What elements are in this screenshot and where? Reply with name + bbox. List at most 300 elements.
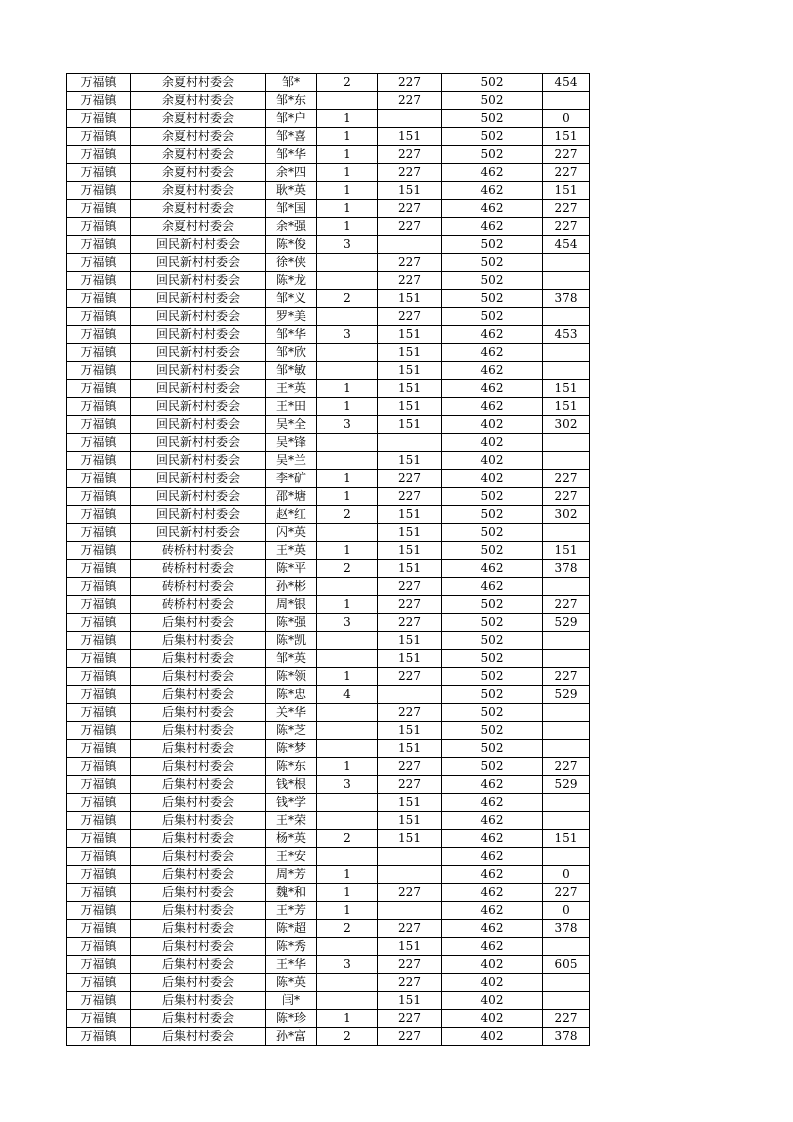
table-row xyxy=(67,632,590,650)
value-b-cell: 502 xyxy=(442,272,543,290)
total-cell: 227 xyxy=(543,596,590,614)
value-a-cell: 227 xyxy=(378,200,442,218)
village-cell: 回民新村村委会 xyxy=(131,524,266,542)
value-b-cell: 502 xyxy=(442,650,543,668)
count-cell xyxy=(317,434,378,452)
value-a-cell: 151 xyxy=(378,182,442,200)
value-a-cell: 151 xyxy=(378,452,442,470)
count-cell: 2 xyxy=(317,830,378,848)
name-cell: 余*强 xyxy=(266,218,317,236)
total-cell xyxy=(543,794,590,812)
town-cell: 万福镇 xyxy=(67,272,131,290)
town-cell: 万福镇 xyxy=(67,506,131,524)
town-cell: 万福镇 xyxy=(67,614,131,632)
value-b-cell: 502 xyxy=(442,686,543,704)
value-b-cell: 502 xyxy=(442,74,543,92)
village-cell: 回民新村村委会 xyxy=(131,398,266,416)
town-cell: 万福镇 xyxy=(67,920,131,938)
table-row xyxy=(67,398,590,416)
data-table xyxy=(66,73,590,1046)
name-cell: 邹*喜 xyxy=(266,128,317,146)
value-b-cell: 462 xyxy=(442,578,543,596)
value-b-cell: 502 xyxy=(442,92,543,110)
value-a-cell xyxy=(378,866,442,884)
value-b-cell: 502 xyxy=(442,722,543,740)
village-cell: 后集村村委会 xyxy=(131,992,266,1010)
value-b-cell: 502 xyxy=(442,668,543,686)
village-cell: 回民新村村委会 xyxy=(131,272,266,290)
count-cell: 3 xyxy=(317,776,378,794)
name-cell: 赵*红 xyxy=(266,506,317,524)
total-cell: 529 xyxy=(543,614,590,632)
name-cell: 邹*户 xyxy=(266,110,317,128)
total-cell xyxy=(543,974,590,992)
value-a-cell: 151 xyxy=(378,380,442,398)
village-cell: 回民新村村委会 xyxy=(131,326,266,344)
name-cell: 王*芳 xyxy=(266,902,317,920)
value-b-cell: 462 xyxy=(442,362,543,380)
town-cell: 万福镇 xyxy=(67,704,131,722)
value-a-cell: 227 xyxy=(378,758,442,776)
value-b-cell: 502 xyxy=(442,290,543,308)
table-row xyxy=(67,830,590,848)
town-cell: 万福镇 xyxy=(67,344,131,362)
village-cell: 余夏村村委会 xyxy=(131,74,266,92)
total-cell: 529 xyxy=(543,776,590,794)
value-b-cell: 462 xyxy=(442,902,543,920)
total-cell: 605 xyxy=(543,956,590,974)
value-a-cell: 151 xyxy=(378,830,442,848)
name-cell: 闪*英 xyxy=(266,524,317,542)
value-b-cell: 502 xyxy=(442,236,543,254)
village-cell: 后集村村委会 xyxy=(131,758,266,776)
town-cell: 万福镇 xyxy=(67,74,131,92)
table-row xyxy=(67,218,590,236)
value-b-cell: 462 xyxy=(442,812,543,830)
name-cell: 陈*忠 xyxy=(266,686,317,704)
count-cell: 1 xyxy=(317,668,378,686)
name-cell: 徐*侠 xyxy=(266,254,317,272)
town-cell: 万福镇 xyxy=(67,416,131,434)
village-cell: 回民新村村委会 xyxy=(131,416,266,434)
total-cell xyxy=(543,848,590,866)
table-row xyxy=(67,542,590,560)
name-cell: 邹*敏 xyxy=(266,362,317,380)
value-b-cell: 502 xyxy=(442,740,543,758)
count-cell: 1 xyxy=(317,218,378,236)
value-a-cell: 227 xyxy=(378,488,442,506)
town-cell: 万福镇 xyxy=(67,110,131,128)
count-cell xyxy=(317,92,378,110)
count-cell: 3 xyxy=(317,326,378,344)
town-cell: 万福镇 xyxy=(67,866,131,884)
total-cell: 227 xyxy=(543,146,590,164)
count-cell: 1 xyxy=(317,1010,378,1028)
value-b-cell: 462 xyxy=(442,182,543,200)
village-cell: 后集村村委会 xyxy=(131,704,266,722)
count-cell: 1 xyxy=(317,758,378,776)
value-b-cell: 402 xyxy=(442,1010,543,1028)
village-cell: 余夏村村委会 xyxy=(131,110,266,128)
town-cell: 万福镇 xyxy=(67,992,131,1010)
name-cell: 关*华 xyxy=(266,704,317,722)
table-row xyxy=(67,614,590,632)
town-cell: 万福镇 xyxy=(67,254,131,272)
table-row xyxy=(67,200,590,218)
count-cell: 3 xyxy=(317,956,378,974)
value-a-cell: 151 xyxy=(378,344,442,362)
village-cell: 后集村村委会 xyxy=(131,1010,266,1028)
value-a-cell: 151 xyxy=(378,740,442,758)
value-b-cell: 402 xyxy=(442,434,543,452)
count-cell xyxy=(317,344,378,362)
town-cell: 万福镇 xyxy=(67,848,131,866)
village-cell: 后集村村委会 xyxy=(131,956,266,974)
table-row xyxy=(67,578,590,596)
table-row xyxy=(67,1028,590,1046)
count-cell xyxy=(317,452,378,470)
value-a-cell: 227 xyxy=(378,956,442,974)
town-cell: 万福镇 xyxy=(67,380,131,398)
name-cell: 陈*龙 xyxy=(266,272,317,290)
count-cell: 1 xyxy=(317,542,378,560)
value-a-cell: 151 xyxy=(378,812,442,830)
table-row xyxy=(67,164,590,182)
town-cell: 万福镇 xyxy=(67,326,131,344)
town-cell: 万福镇 xyxy=(67,794,131,812)
count-cell: 4 xyxy=(317,686,378,704)
count-cell xyxy=(317,938,378,956)
name-cell: 王*华 xyxy=(266,956,317,974)
town-cell: 万福镇 xyxy=(67,722,131,740)
table-row xyxy=(67,488,590,506)
value-b-cell: 462 xyxy=(442,218,543,236)
table-row xyxy=(67,506,590,524)
count-cell xyxy=(317,704,378,722)
value-b-cell: 502 xyxy=(442,110,543,128)
village-cell: 后集村村委会 xyxy=(131,812,266,830)
value-a-cell: 227 xyxy=(378,254,442,272)
table-row xyxy=(67,992,590,1010)
town-cell: 万福镇 xyxy=(67,974,131,992)
table-row xyxy=(67,794,590,812)
table-row xyxy=(67,1010,590,1028)
value-b-cell: 502 xyxy=(442,128,543,146)
village-cell: 回民新村村委会 xyxy=(131,506,266,524)
name-cell: 王*英 xyxy=(266,542,317,560)
value-b-cell: 502 xyxy=(442,596,543,614)
name-cell: 邹*欣 xyxy=(266,344,317,362)
table-row xyxy=(67,254,590,272)
total-cell xyxy=(543,308,590,326)
count-cell: 1 xyxy=(317,146,378,164)
village-cell: 余夏村村委会 xyxy=(131,200,266,218)
village-cell: 回民新村村委会 xyxy=(131,362,266,380)
count-cell: 2 xyxy=(317,1028,378,1046)
name-cell: 罗*美 xyxy=(266,308,317,326)
total-cell: 227 xyxy=(543,668,590,686)
name-cell: 耿*英 xyxy=(266,182,317,200)
total-cell: 227 xyxy=(543,758,590,776)
village-cell: 砖桥村村委会 xyxy=(131,542,266,560)
town-cell: 万福镇 xyxy=(67,452,131,470)
count-cell: 1 xyxy=(317,470,378,488)
town-cell: 万福镇 xyxy=(67,1010,131,1028)
count-cell xyxy=(317,362,378,380)
value-a-cell: 151 xyxy=(378,650,442,668)
count-cell xyxy=(317,722,378,740)
village-cell: 回民新村村委会 xyxy=(131,290,266,308)
value-a-cell xyxy=(378,686,442,704)
village-cell: 余夏村村委会 xyxy=(131,164,266,182)
total-cell xyxy=(543,704,590,722)
value-a-cell: 227 xyxy=(378,146,442,164)
value-a-cell: 227 xyxy=(378,74,442,92)
table-row xyxy=(67,308,590,326)
town-cell: 万福镇 xyxy=(67,632,131,650)
total-cell xyxy=(543,578,590,596)
total-cell: 0 xyxy=(543,110,590,128)
total-cell xyxy=(543,524,590,542)
value-a-cell: 227 xyxy=(378,704,442,722)
table-row xyxy=(67,380,590,398)
table-row xyxy=(67,146,590,164)
total-cell: 454 xyxy=(543,74,590,92)
village-cell: 后集村村委会 xyxy=(131,614,266,632)
value-b-cell: 462 xyxy=(442,938,543,956)
name-cell: 陈*领 xyxy=(266,668,317,686)
total-cell: 378 xyxy=(543,920,590,938)
total-cell: 302 xyxy=(543,506,590,524)
value-b-cell: 502 xyxy=(442,758,543,776)
count-cell xyxy=(317,524,378,542)
value-a-cell: 227 xyxy=(378,578,442,596)
value-a-cell: 151 xyxy=(378,794,442,812)
village-cell: 后集村村委会 xyxy=(131,794,266,812)
table-row xyxy=(67,182,590,200)
count-cell: 3 xyxy=(317,614,378,632)
total-cell xyxy=(543,650,590,668)
count-cell: 1 xyxy=(317,182,378,200)
table-row xyxy=(67,974,590,992)
value-b-cell: 402 xyxy=(442,956,543,974)
name-cell: 吴*全 xyxy=(266,416,317,434)
value-a-cell: 151 xyxy=(378,632,442,650)
count-cell xyxy=(317,992,378,1010)
town-cell: 万福镇 xyxy=(67,812,131,830)
count-cell: 1 xyxy=(317,866,378,884)
name-cell: 钱*根 xyxy=(266,776,317,794)
value-b-cell: 462 xyxy=(442,884,543,902)
town-cell: 万福镇 xyxy=(67,884,131,902)
town-cell: 万福镇 xyxy=(67,218,131,236)
total-cell: 227 xyxy=(543,200,590,218)
value-a-cell: 151 xyxy=(378,398,442,416)
total-cell: 529 xyxy=(543,686,590,704)
value-a-cell: 227 xyxy=(378,614,442,632)
value-b-cell: 502 xyxy=(442,524,543,542)
total-cell: 227 xyxy=(543,488,590,506)
count-cell xyxy=(317,812,378,830)
table-row xyxy=(67,704,590,722)
value-b-cell: 502 xyxy=(442,254,543,272)
count-cell xyxy=(317,578,378,596)
table-row xyxy=(67,452,590,470)
value-b-cell: 502 xyxy=(442,704,543,722)
town-cell: 万福镇 xyxy=(67,938,131,956)
town-cell: 万福镇 xyxy=(67,164,131,182)
value-a-cell: 151 xyxy=(378,542,442,560)
village-cell: 后集村村委会 xyxy=(131,866,266,884)
town-cell: 万福镇 xyxy=(67,290,131,308)
count-cell: 1 xyxy=(317,488,378,506)
town-cell: 万福镇 xyxy=(67,308,131,326)
town-cell: 万福镇 xyxy=(67,1028,131,1046)
name-cell: 陈*英 xyxy=(266,974,317,992)
village-cell: 后集村村委会 xyxy=(131,668,266,686)
total-cell xyxy=(543,632,590,650)
count-cell: 3 xyxy=(317,416,378,434)
table-row xyxy=(67,110,590,128)
name-cell: 邹*义 xyxy=(266,290,317,308)
table-row xyxy=(67,272,590,290)
count-cell: 1 xyxy=(317,164,378,182)
total-cell: 378 xyxy=(543,290,590,308)
village-cell: 回民新村村委会 xyxy=(131,470,266,488)
village-cell: 回民新村村委会 xyxy=(131,344,266,362)
value-b-cell: 402 xyxy=(442,992,543,1010)
name-cell: 钱*学 xyxy=(266,794,317,812)
town-cell: 万福镇 xyxy=(67,542,131,560)
total-cell xyxy=(543,992,590,1010)
village-cell: 后集村村委会 xyxy=(131,830,266,848)
name-cell: 王*田 xyxy=(266,398,317,416)
total-cell xyxy=(543,362,590,380)
table-row xyxy=(67,956,590,974)
table-row xyxy=(67,776,590,794)
town-cell: 万福镇 xyxy=(67,758,131,776)
name-cell: 邹*华 xyxy=(266,146,317,164)
name-cell: 陈*超 xyxy=(266,920,317,938)
village-cell: 后集村村委会 xyxy=(131,632,266,650)
count-cell: 3 xyxy=(317,236,378,254)
value-a-cell: 151 xyxy=(378,524,442,542)
total-cell: 0 xyxy=(543,902,590,920)
total-cell xyxy=(543,938,590,956)
table-row xyxy=(67,902,590,920)
table-row xyxy=(67,560,590,578)
name-cell: 邹*东 xyxy=(266,92,317,110)
value-b-cell: 402 xyxy=(442,974,543,992)
village-cell: 后集村村委会 xyxy=(131,974,266,992)
count-cell: 1 xyxy=(317,884,378,902)
table-row xyxy=(67,524,590,542)
town-cell: 万福镇 xyxy=(67,524,131,542)
value-a-cell: 151 xyxy=(378,290,442,308)
name-cell: 孙*彬 xyxy=(266,578,317,596)
value-b-cell: 462 xyxy=(442,776,543,794)
total-cell xyxy=(543,452,590,470)
value-a-cell: 227 xyxy=(378,218,442,236)
table-row xyxy=(67,470,590,488)
village-cell: 余夏村村委会 xyxy=(131,218,266,236)
total-cell: 151 xyxy=(543,182,590,200)
town-cell: 万福镇 xyxy=(67,398,131,416)
village-cell: 回民新村村委会 xyxy=(131,308,266,326)
town-cell: 万福镇 xyxy=(67,902,131,920)
count-cell: 1 xyxy=(317,380,378,398)
value-a-cell: 151 xyxy=(378,992,442,1010)
value-a-cell xyxy=(378,848,442,866)
table-row xyxy=(67,362,590,380)
value-b-cell: 502 xyxy=(442,614,543,632)
table-row xyxy=(67,290,590,308)
count-cell xyxy=(317,632,378,650)
value-b-cell: 402 xyxy=(442,416,543,434)
village-cell: 后集村村委会 xyxy=(131,776,266,794)
town-cell: 万福镇 xyxy=(67,560,131,578)
total-cell xyxy=(543,272,590,290)
table-row xyxy=(67,74,590,92)
value-a-cell xyxy=(378,236,442,254)
total-cell: 227 xyxy=(543,884,590,902)
table-row xyxy=(67,848,590,866)
value-b-cell: 462 xyxy=(442,200,543,218)
value-b-cell: 462 xyxy=(442,380,543,398)
value-b-cell: 402 xyxy=(442,452,543,470)
value-b-cell: 462 xyxy=(442,326,543,344)
count-cell: 1 xyxy=(317,596,378,614)
village-cell: 后集村村委会 xyxy=(131,650,266,668)
town-cell: 万福镇 xyxy=(67,92,131,110)
value-b-cell: 462 xyxy=(442,848,543,866)
name-cell: 陈*东 xyxy=(266,758,317,776)
town-cell: 万福镇 xyxy=(67,830,131,848)
table-row xyxy=(67,866,590,884)
count-cell xyxy=(317,848,378,866)
value-a-cell: 227 xyxy=(378,596,442,614)
value-a-cell: 227 xyxy=(378,164,442,182)
count-cell xyxy=(317,794,378,812)
name-cell: 孙*富 xyxy=(266,1028,317,1046)
value-b-cell: 462 xyxy=(442,866,543,884)
count-cell xyxy=(317,650,378,668)
value-b-cell: 402 xyxy=(442,1028,543,1046)
table-row xyxy=(67,938,590,956)
total-cell: 151 xyxy=(543,398,590,416)
town-cell: 万福镇 xyxy=(67,668,131,686)
village-cell: 回民新村村委会 xyxy=(131,452,266,470)
table-row xyxy=(67,344,590,362)
name-cell: 吴*锋 xyxy=(266,434,317,452)
count-cell: 2 xyxy=(317,920,378,938)
name-cell: 周*芳 xyxy=(266,866,317,884)
count-cell: 1 xyxy=(317,902,378,920)
table-row xyxy=(67,92,590,110)
value-b-cell: 502 xyxy=(442,632,543,650)
value-a-cell xyxy=(378,110,442,128)
name-cell: 吴*兰 xyxy=(266,452,317,470)
count-cell xyxy=(317,308,378,326)
total-cell: 151 xyxy=(543,542,590,560)
value-a-cell xyxy=(378,434,442,452)
village-cell: 砖桥村村委会 xyxy=(131,596,266,614)
name-cell: 闫* xyxy=(266,992,317,1010)
town-cell: 万福镇 xyxy=(67,362,131,380)
count-cell: 1 xyxy=(317,200,378,218)
town-cell: 万福镇 xyxy=(67,686,131,704)
table-row xyxy=(67,758,590,776)
